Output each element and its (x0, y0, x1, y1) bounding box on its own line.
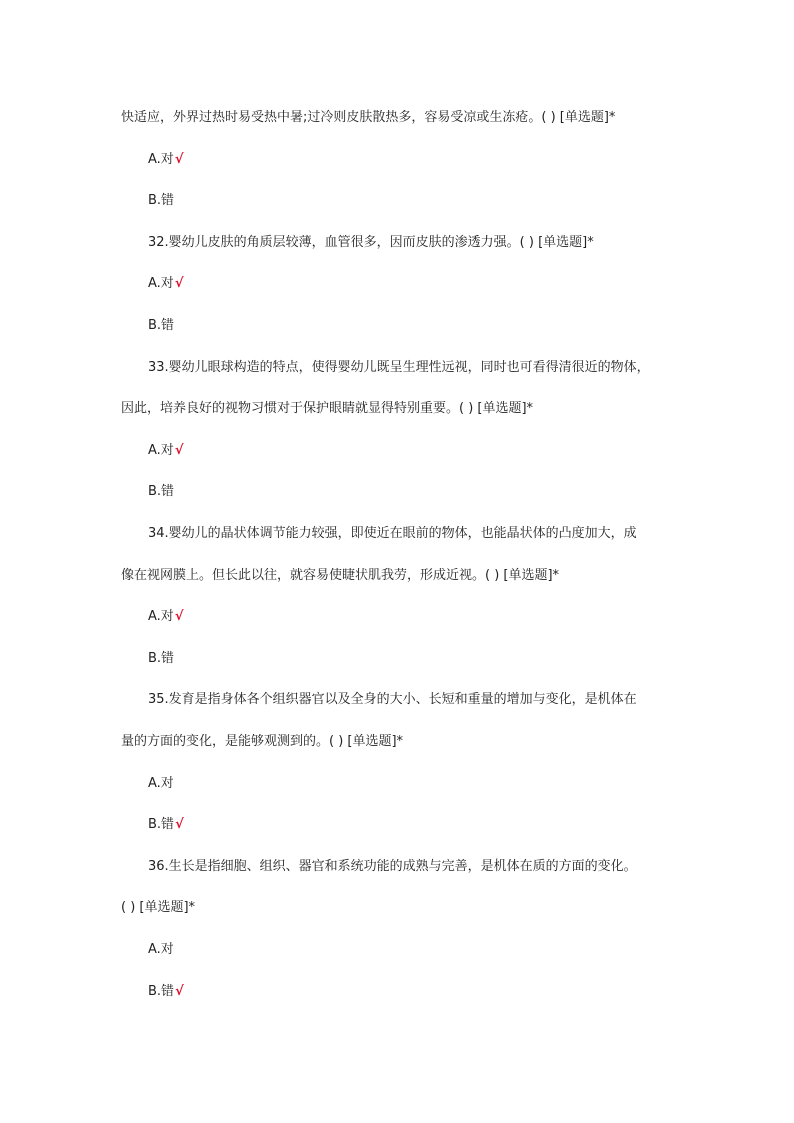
check-mark-icon: √ (174, 276, 184, 291)
option-a[interactable] (148, 607, 183, 627)
check-mark-icon: √ (175, 817, 184, 832)
option-label: B.错 (148, 193, 175, 208)
question-stem-line: 量的方面的变化，是能够观测到的。( ) [单选题]* (121, 734, 404, 749)
option-label: A.对 (148, 609, 174, 624)
question-stem-line: 33.婴幼儿眼球构造的特点，使得婴幼儿既呈生理性远视，同时也可看得清很近的物体， (148, 360, 650, 375)
option-label: A.对 (148, 152, 174, 167)
check-mark-icon: √ (174, 609, 184, 624)
option-b[interactable] (148, 482, 174, 502)
option-label: B.错 (148, 318, 175, 333)
option-a[interactable] (148, 150, 183, 170)
question-stem-line: 36.生长是指细胞、组织、器官和系统功能的成熟与完善，是机体在质的方面的变化。 (148, 859, 637, 874)
option-label: A.对 (148, 443, 174, 458)
option-a[interactable] (148, 441, 183, 461)
question-stem-line: ( ) [单选题]* (121, 900, 196, 915)
check-mark-icon: √ (174, 152, 184, 167)
option-label: A.对 (148, 276, 174, 291)
option-label: A.对 (148, 942, 174, 957)
option-b[interactable] (148, 815, 184, 835)
option-label: B.错 (148, 817, 175, 832)
option-a[interactable] (148, 940, 174, 960)
option-b[interactable] (148, 316, 174, 336)
option-b[interactable] (148, 982, 184, 1002)
check-mark-icon: √ (175, 984, 184, 999)
option-label: B.错 (148, 484, 175, 499)
check-mark-icon: √ (174, 443, 184, 458)
option-label: A.对 (148, 776, 174, 791)
option-b[interactable] (148, 649, 174, 669)
option-label: B.错 (148, 984, 175, 999)
question-stem-line: 34.婴幼儿的晶状体调节能力较强，即使近在眼前的物体，也能晶状体的凸度加大，成 (148, 526, 637, 541)
option-a[interactable] (148, 774, 174, 794)
question-stem-line: 因此，培养良好的视物习惯对于保护眼睛就显得特别重要。( ) [单选题]* (121, 401, 534, 416)
question-stem-line: 像在视网膜上。但长此以往，就容易使睫状肌我劳，形成近视。( ) [单选题]* (121, 568, 560, 583)
option-a[interactable] (148, 274, 183, 294)
question-stem-line: 32.婴幼儿皮肤的角质层较薄，血管很多，因而皮肤的渗透力强。( ) [单选题]* (148, 235, 594, 250)
question-stem-line: 快适应，外界过热时易受热中暑;过冷则皮肤散热多，容易受凉或生冻疮。( ) [单选题]* (121, 110, 616, 125)
question-stem-line: 35.发育是指身体各个组织器官以及全身的大小、长短和重量的增加与变化，是机体在 (148, 692, 637, 707)
option-b[interactable] (148, 191, 174, 211)
option-label: B.错 (148, 651, 175, 666)
